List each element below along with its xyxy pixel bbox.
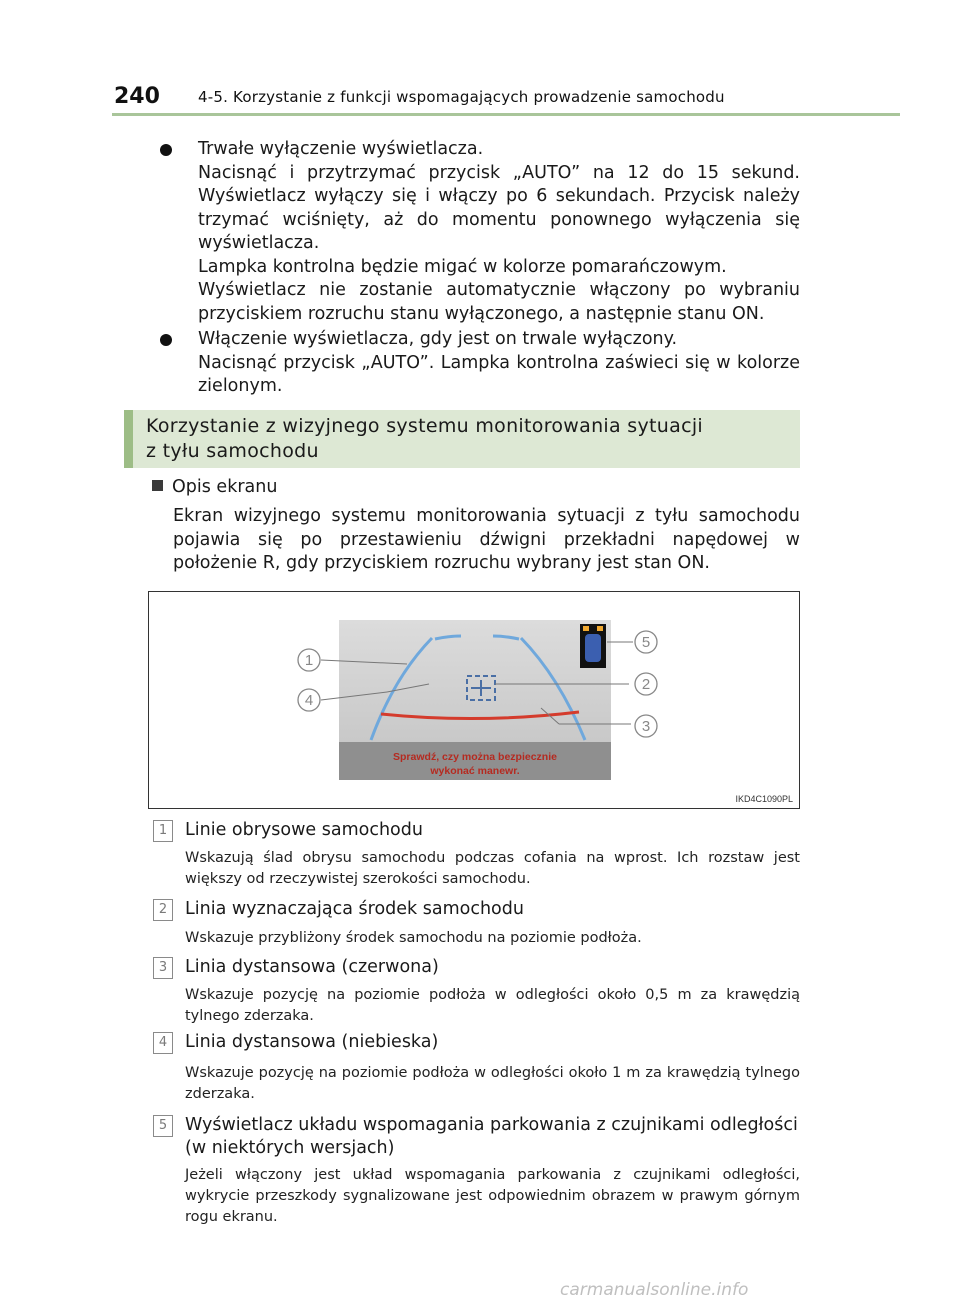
callout-label-5: 5 bbox=[641, 634, 651, 651]
section-title bbox=[146, 414, 703, 464]
item-desc-2: Wskazuje przybliżony środek samochodu na poziomie podłoża. bbox=[185, 930, 642, 946]
item-title-1: Linie obrysowe samochodu bbox=[185, 820, 423, 840]
item-desc-5: Jeżeli włączony jest układ wspomagania parkowania z czujnikami odległości, wykrycie przeszkody sygnalizowane jest odpowiednim obrazem w prawym górnym rogu ekranu. bbox=[185, 1167, 800, 1225]
section-title-line: Korzystanie z wizyjnego systemu monitorowania sytuacji bbox=[146, 415, 703, 437]
bullet-line: Wyświetlacz nie zostanie automatycznie włączony po wybraniu przyciskiem rozruchu stanu wyłączonego, a następnie stanu ON. bbox=[198, 280, 800, 324]
warning-text-line2: wykonać manewr. bbox=[430, 765, 520, 777]
subsection-heading bbox=[152, 477, 277, 497]
item-number-2: 2 bbox=[153, 899, 173, 921]
bullet-icon bbox=[160, 334, 172, 346]
subsection-title: Opis ekranu bbox=[172, 477, 278, 497]
camera-screen-figure bbox=[148, 591, 800, 809]
callout-label-4: 4 bbox=[304, 692, 314, 709]
bullet-line: Trwałe wyłączenie wyświetlacza. bbox=[198, 139, 484, 159]
item-number-4: 4 bbox=[153, 1032, 173, 1054]
bullet-item bbox=[160, 138, 800, 326]
bullet-line: Nacisnąć przycisk „AUTO”. Lampka kontrolna zaświeci się w kolorze zielonym. bbox=[198, 352, 800, 396]
item-number-1: 1 bbox=[153, 820, 173, 842]
figure-code: IKD4C1090PL bbox=[735, 794, 793, 804]
subsection-text: Ekran wizyjnego systemu monitorowania sytuacji z tyłu samochodu pojawia się po przestawieniu dźwigni przekładni napędowej w położenie R, gdy przyciskiem rozruchu wybrany jest stan ON. bbox=[173, 506, 800, 573]
item-title-4: Linia dystansowa (niebieska) bbox=[185, 1032, 439, 1052]
bullet-line: Lampka kontrolna będzie migać w kolorze pomarańczowym. bbox=[198, 256, 727, 277]
item-title-2: Linia wyznaczająca środek samochodu bbox=[185, 899, 524, 919]
item-title-5: Wyświetlacz układu wspomagania parkowania z czujnikami odległości (w niektórych wersjach) bbox=[185, 1115, 798, 1158]
item-desc-3: Wskazuje pozycję na poziomie podłoża w odległości około 0,5 m za krawędzią tylnego zderzaka. bbox=[185, 987, 800, 1024]
callout-label-1: 1 bbox=[304, 652, 314, 669]
bullet-icon bbox=[160, 144, 172, 156]
camera-screen-diagram bbox=[149, 592, 799, 808]
bullet-item bbox=[160, 328, 800, 399]
item-desc-1: Wskazują ślad obrysu samochodu podczas cofania na wprost. Ich rozstaw jest większy od rzeczywistej szerokości samochodu. bbox=[185, 850, 800, 887]
chapter-title: 4-5. Korzystanie z funkcji wspomagających prowadzenie samochodu bbox=[198, 88, 725, 106]
sensor-indicator-right bbox=[597, 626, 603, 631]
item-number-5: 5 bbox=[153, 1115, 173, 1137]
item-number-3: 3 bbox=[153, 957, 173, 979]
watermark: carmanualsonline.info bbox=[560, 1280, 749, 1300]
bullet-line: Włączenie wyświetlacza, gdy jest on trwale wyłączony. bbox=[198, 329, 678, 349]
callout-label-3: 3 bbox=[641, 718, 651, 735]
callout-label-2: 2 bbox=[641, 676, 651, 693]
header-divider bbox=[112, 113, 900, 116]
item-desc-4: Wskazuje pozycję na poziomie podłoża w odległości około 1 m za krawędzią tylnego zderzaka. bbox=[185, 1065, 800, 1102]
section-title-line: z tyłu samochodu bbox=[146, 440, 319, 462]
warning-text-line1: Sprawdź, czy można bezpiecznie bbox=[393, 751, 557, 763]
bullet-line: Nacisnąć i przytrzymać przycisk „AUTO” na 12 do 15 sekund. Wyświetlacz wyłączy się i włączy po 6 sekundach. Przycisk należy trzymać wciśnięty, aż do momentu ponownego wyłączenia się wyświetlacza. bbox=[198, 162, 800, 253]
car-icon bbox=[585, 634, 601, 662]
sensor-indicator-left bbox=[583, 626, 589, 631]
item-title-3: Linia dystansowa (czerwona) bbox=[185, 957, 439, 977]
square-bullet-icon bbox=[152, 480, 163, 491]
page-number: 240 bbox=[114, 84, 160, 109]
